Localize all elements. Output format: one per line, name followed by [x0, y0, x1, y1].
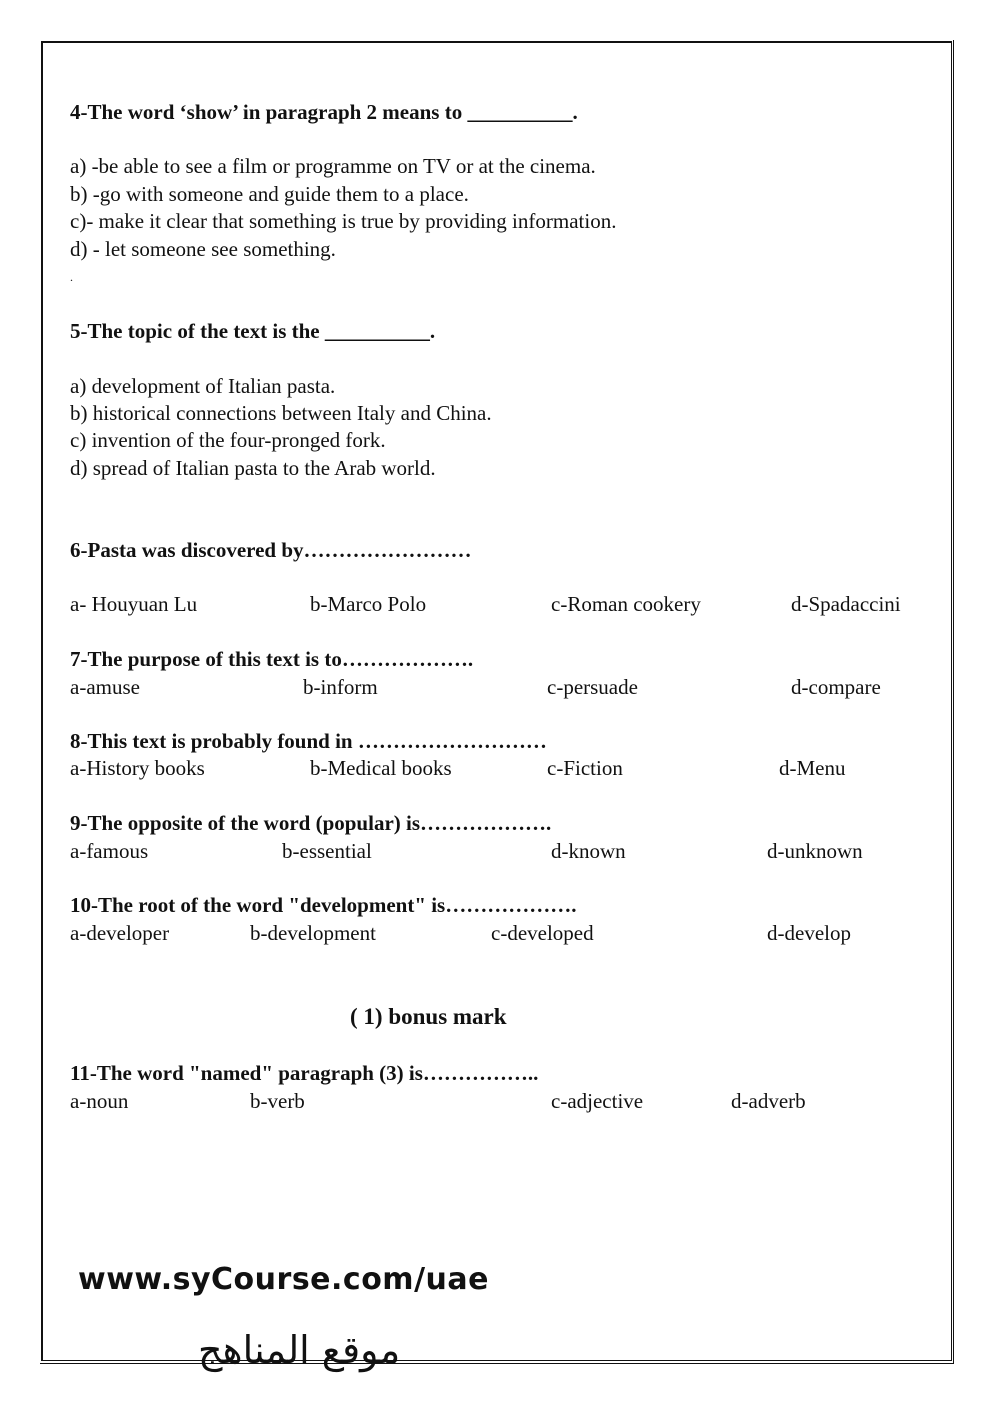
- option: a) -be able to see a film or programme on TV or at the cinema.: [70, 154, 596, 178]
- option: a-developer: [70, 921, 170, 945]
- question-4: 4-The word ‘show’ in paragraph 2 means to __________.: [70, 100, 578, 124]
- option: b-verb: [250, 1089, 305, 1113]
- option: c) invention of the four-pronged fork.: [70, 428, 386, 452]
- website-url: www.syCourse.com/uae: [78, 1262, 489, 1297]
- option: b-inform: [303, 675, 378, 699]
- option: b-development: [250, 921, 376, 945]
- question-9: 9-The opposite of the word (popular) is……………….: [70, 811, 552, 835]
- option: a-noun: [70, 1089, 129, 1113]
- option: c-Fiction: [547, 756, 623, 780]
- option: a) development of Italian pasta.: [70, 374, 336, 398]
- option: a-amuse: [70, 675, 140, 699]
- option: d) spread of Italian pasta to the Arab world.: [70, 456, 436, 480]
- option: c-developed: [491, 921, 594, 945]
- option: c-adjective: [551, 1089, 644, 1113]
- option: b-essential: [282, 839, 372, 863]
- option: d-Menu: [779, 756, 846, 780]
- option: c-persuade: [547, 675, 638, 699]
- option: b-Marco Polo: [310, 592, 427, 616]
- option: d-adverb: [731, 1089, 806, 1113]
- option: b) -go with someone and guide them to a place.: [70, 182, 469, 206]
- option: d-compare: [791, 675, 881, 699]
- option: a-History books: [70, 756, 205, 780]
- question-6: 6-Pasta was discovered by……………………: [70, 538, 472, 562]
- option: d-unknown: [767, 839, 863, 863]
- option: a- Houyuan Lu: [70, 592, 198, 616]
- option: d) - let someone see something.: [70, 237, 336, 261]
- question-5: 5-The topic of the text is the __________.: [70, 319, 436, 343]
- option: b-Medical books: [310, 756, 452, 780]
- option: c-Roman cookery: [551, 592, 701, 616]
- option: d-Spadaccini: [791, 592, 901, 616]
- option: b) historical connections between Italy and China.: [70, 401, 492, 425]
- option: d-known: [551, 839, 626, 863]
- bonus-heading: ( 1) bonus mark: [350, 1004, 507, 1029]
- question-10: 10-The root of the word "development" is……………….: [70, 893, 577, 917]
- option: d-develop: [767, 921, 851, 945]
- question-11: 11-The word "named" paragraph (3) is……………..: [70, 1061, 539, 1085]
- stray-dot: .: [70, 270, 73, 284]
- question-8: 8-This text is probably found in ………………………: [70, 729, 547, 753]
- arabic-site-name: موقع المناهج: [198, 1328, 401, 1372]
- option: c)- make it clear that something is true by providing information.: [70, 209, 617, 233]
- option: a-famous: [70, 839, 149, 863]
- question-7: 7-The purpose of this text is to……………….: [70, 647, 474, 671]
